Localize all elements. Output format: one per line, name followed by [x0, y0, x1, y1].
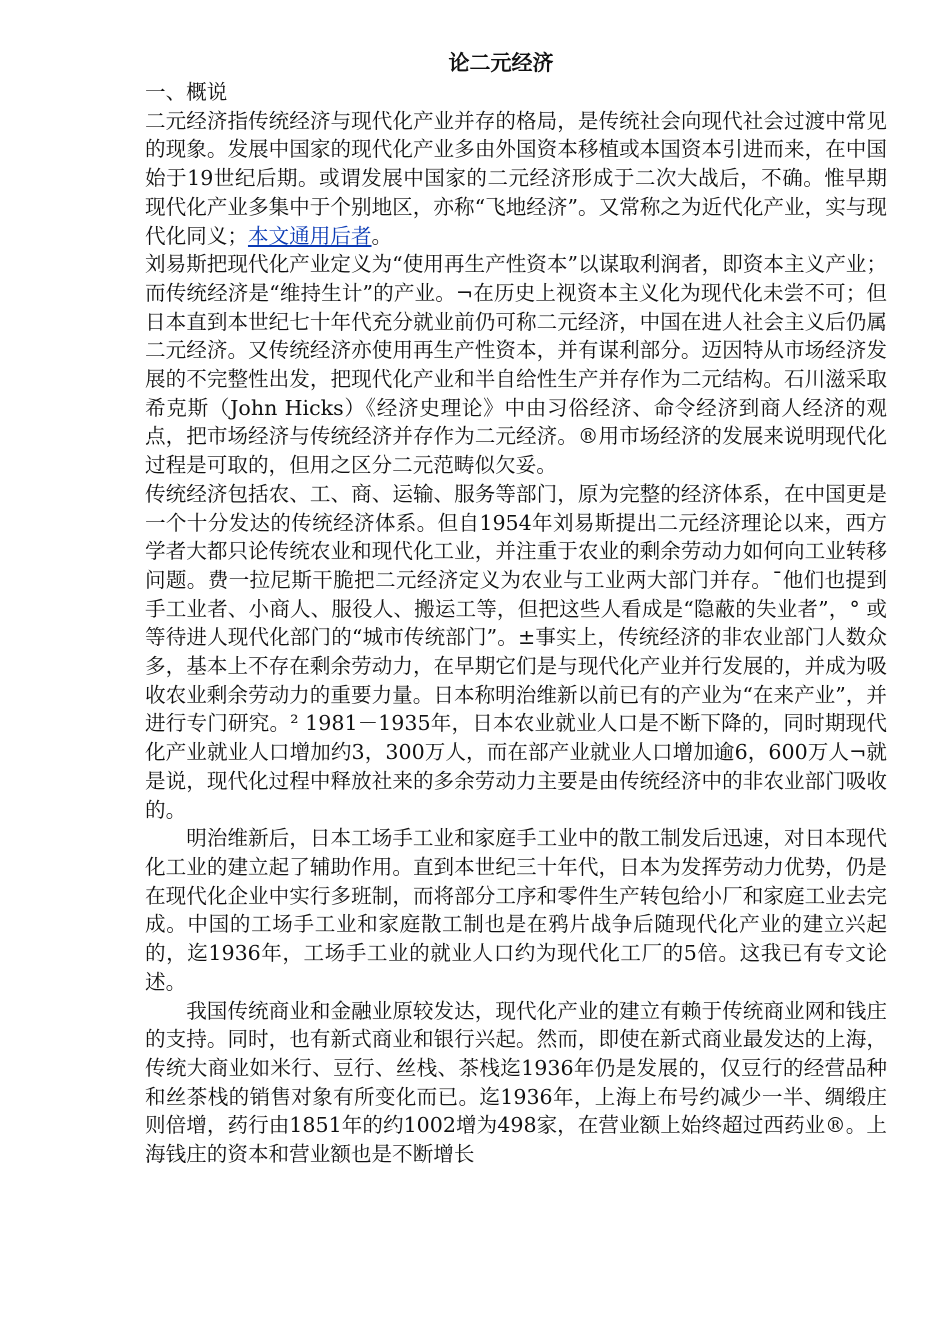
section-heading: 一、概说 — [145, 80, 228, 104]
document-title: 论二元经济 — [448, 50, 554, 75]
paragraph-5: 我国传统商业和金融业原较发达，现代化产业的建立有赖于传统商业网和钱庄的支持。同时，也有新式商业和银行兴起。然而，即使在新式商业最发达的上海，传统大商业如米行、豆行、丝栈、茶栈迄1936年仍是发展的，仅豆行的经营品种和丝茶栈的销售对象有所变化而已。迄1936年，上海上布号约减少一半、绸缎庄则倍增，药行由1851年的约1002增为498家，在营业额上始终超过西药业®。上海钱庄的资本和营业额也是不断增长 — [145, 998, 887, 1167]
paragraph-2: 刘易斯把现代化产业定义为“使用再生产性资本”以谋取利润者，即资本主义产业；而传统经济是“维持生计”的产业。¬在历史上视资本主义化为现代化未尝不可；但日本直到本世纪七十年代充分就业前仍可称二元经济，中国在进人社会主义后仍属二元经济。又传统经济亦使用再生产性资本，并有谋利部分。迈因特从市场经济发展的不完整性出发，把现代化产业和半自给性生产并存作为二元结构。石川滋采取希克斯（John Hicks）《经济史理论》中由习俗经济、命令经济到商人经济的观点，把市场经济与传统经济并存作为二元经济。®用市场经济的发展来说明现代化过程是可取的，但用之区分二元范畴似欠妥。 — [145, 252, 887, 478]
paragraph-4: 明治维新后，日本工场手工业和家庭手工业中的散工制发后迅速，对日本现代化工业的建立起了辅助作用。直到本世纪三十年代，日本为发挥劳动力优势，仍是在现代化企业中实行多班制，而将部分工序和零件生产转包给小厂和家庭工业去完成。中国的工场手工业和家庭散工制也是在鸦片战争后随现代化产业的建立兴起的，迄1936年，工场手工业的就业人口约为现代化工厂的5倍。这我已有专文论述。 — [145, 826, 887, 994]
paragraph-1-tail: 。 — [371, 223, 393, 248]
inline-link[interactable]: 本文通用后者 — [247, 223, 372, 248]
paragraph-1 — [145, 107, 887, 251]
paragraph-1-text: 二元经济指传统经济与现代化产业并存的格局，是传统社会向现代社会过渡中常见的现象。发展中国家的现代化产业多由外国资本移植或本国资本引进而来，在中国始于19世纪后期。或谓发展中国家的二元经济形成于二次大战后，不确。惟早期现代化产业多集中于个别地区，亦称“飞地经济”。又常称之为近代化产业，实与现代化同义； — [145, 108, 887, 248]
paragraph-3: 传统经济包括农、工、商、运输、服务等部门，原为完整的经济体系，在中国更是一个十分发达的传统经济体系。但自1954年刘易斯提出二元经济理论以来，西方学者大都只论传统农业和现代化工业，并注重于农业的剩余劳动力如何向工业转移问题。费一拉尼斯干脆把二元经济定义为农业与工业两大部门并存。¯他们也提到手工业者、小商人、服役人、搬运工等，但把这些人看成是“隐蔽的失业者”，° 或等待进人现代化部门的“城市传统部门”。±事实上，传统经济的非农业部门人数众多，基本上不存在剩余劳动力，在早期它们是与现代化产业并行发展的，并成为吸收农业剩余劳动力的重要力量。日本称明治维新以前已有的产业为“在来产业”，并进行专门研究。² 1981－1935年，日本农业就业人口是不断下降的，同时期现代化产业就业人口增加约3，300万人，而在部产业就业人口增加逾6，600万人¬就是说，现代化过程中释放社来的多余劳动力主要是由传统经济中的非农业部门吸收的。 — [145, 481, 887, 822]
document-page — [145, 48, 887, 1169]
